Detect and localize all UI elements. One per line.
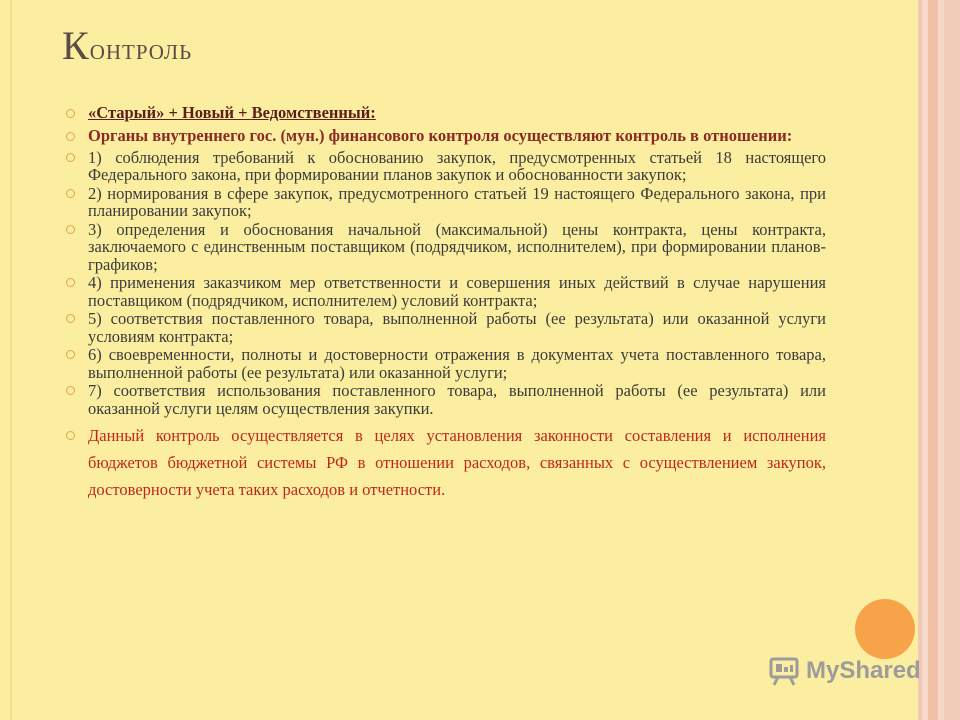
bullet-icon [66, 153, 75, 162]
bullet-icon [66, 431, 75, 440]
list-item: 7) соответствия использования поставленного товара, выполненной работы (ее результата) или оказанной услуги целям осуществления закупки. [66, 382, 826, 417]
bullet-icon [66, 189, 75, 198]
bullet-list [66, 104, 826, 503]
list-item: 2) нормирования в сфере закупок, предусмотренного статьей 19 настоящего Федерального закона, при планировании закупок; [66, 185, 826, 220]
decorative-stripes [914, 0, 960, 720]
bullet-icon [66, 225, 75, 234]
bullet-icon [66, 109, 75, 118]
list-item: 3) определения и обоснования начальной (максимальной) цены контракта, цены контракта, заключаемого с единственным поставщиком (подрядчиком, исполнителем), при формировании планов-графиков; [66, 221, 826, 274]
list-item: Данный контроль осуществляется в целях установления законности составления и исполнения бюджетов бюджетной системы РФ в отношении расходов, связанных с осуществлением закупок, достоверности учета таких расходов и отчетности. [66, 422, 826, 503]
bullet-icon [66, 314, 75, 323]
bullet-icon [66, 278, 75, 287]
slide-title: Контроль [62, 23, 193, 68]
list-item: 5) соответствия поставленного товара, выполненной работы (ее результата) или оказанной услуги условиям контракта; [66, 310, 826, 345]
list-item: 6) своевременности, полноты и достоверности отражения в документах учета поставленного товара, выполненной работы (ее результата) или оказанной услуги; [66, 346, 826, 381]
bullet-icon [66, 386, 75, 395]
watermark-text: MyShared [806, 657, 921, 684]
bullet-icon [66, 350, 75, 359]
decorative-circle [855, 599, 915, 659]
list-item: 4) применения заказчиком мер ответственности и совершения иных действий в случае нарушения поставщиком (подрядчиком, исполнителем) условий контракта; [66, 274, 826, 309]
presentation-board-icon [768, 656, 802, 686]
list-item: 1) соблюдения требований к обоснованию закупок, предусмотренных статьей 18 настоящего Федерального закона, при формировании планов закупок и обоснованности закупок; [66, 149, 826, 184]
list-item: «Старый» + Новый + Ведомственный: [66, 104, 826, 122]
list-item: Органы внутреннего гос. (мун.) финансового контроля осуществляют контроль в отношении: [66, 125, 826, 147]
watermark-logo[interactable] [768, 656, 921, 686]
bullet-icon [66, 132, 75, 141]
